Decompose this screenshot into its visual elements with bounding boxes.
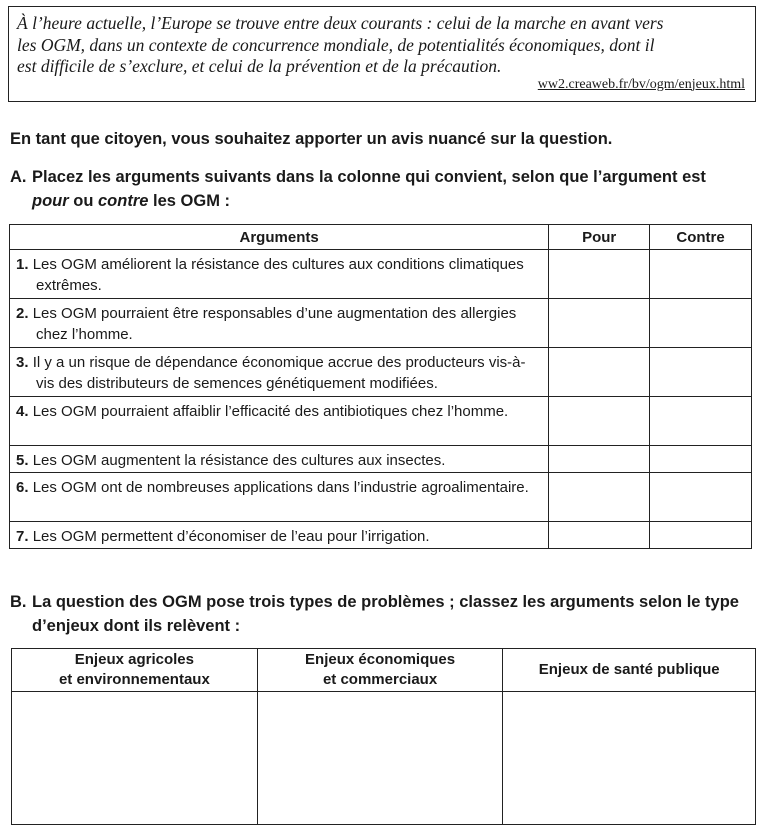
header-enjeux-economiques — [257, 649, 503, 692]
question-a-text-2: les OGM : — [148, 192, 231, 210]
table-row — [10, 446, 752, 473]
pour-cell[interactable] — [549, 473, 650, 522]
contre-cell[interactable] — [650, 348, 752, 397]
question-b-text-1: La question des OGM pose trois types de problèmes ; classez les arguments selon le type — [32, 593, 739, 611]
enjeux-table — [11, 648, 756, 825]
header-enjeux-agricoles-line-2: et environnementaux — [58, 671, 210, 688]
argument-text: Il y a un risque de dépendance économique accrue des producteurs vis-à-vis des distributeurs de semences génétiquement modifiées. — [32, 354, 526, 392]
contre-cell[interactable] — [650, 522, 752, 549]
question-a — [10, 165, 750, 213]
pour-cell[interactable] — [549, 299, 650, 348]
argument-text: Les OGM pourraient être responsables d’une augmentation des allergies chez l’homme. — [32, 305, 517, 343]
argument-number: 1. — [16, 256, 29, 273]
argument-text: Les OGM permettent d’économiser de l’eau pour l’irrigation. — [32, 528, 430, 545]
arguments-table-header — [10, 225, 752, 250]
quote-line-2: les OGM, dans un contexte de concurrence mondiale, de potentialités économiques, dont il — [17, 34, 655, 55]
quote-line-3: est difficile de s’exclure, et celui de la prévention et de la précaution. — [17, 56, 502, 76]
pour-cell[interactable] — [549, 522, 650, 549]
argument-cell — [10, 522, 549, 549]
argument-cell — [10, 397, 549, 446]
pour-cell[interactable] — [549, 250, 650, 299]
pour-cell[interactable] — [549, 348, 650, 397]
argument-cell — [10, 250, 549, 299]
enjeux-sante-cell[interactable] — [503, 692, 756, 825]
table-row — [10, 348, 752, 397]
enjeux-table-header — [12, 649, 756, 692]
header-contre: Contre — [650, 225, 752, 250]
arguments-table — [9, 224, 752, 549]
argument-number: 7. — [16, 528, 29, 545]
header-arguments: Arguments — [10, 225, 549, 250]
question-a-text-1: Placez les arguments suivants dans la colonne qui convient, selon que l’argument est — [32, 168, 706, 186]
contre-cell[interactable] — [650, 446, 752, 473]
question-a-ou: ou — [68, 192, 98, 210]
argument-cell — [10, 348, 549, 397]
header-enjeux-economiques-line-2: et commerciaux — [322, 671, 438, 688]
argument-text: Les OGM améliorent la résistance des cultures aux conditions climatiques extrêmes. — [32, 256, 524, 294]
argument-text: Les OGM ont de nombreuses applications dans l’industrie agroalimentaire. — [32, 479, 529, 496]
argument-text: Les OGM pourraient affaiblir l’efficacité des antibiotiques chez l’homme. — [32, 403, 509, 420]
header-enjeux-sante: Enjeux de santé publique — [503, 649, 756, 692]
header-enjeux-economiques-line-1: Enjeux économiques — [305, 651, 456, 668]
contre-cell[interactable] — [650, 299, 752, 348]
question-a-pour: pour — [32, 192, 69, 210]
argument-cell — [10, 473, 549, 522]
table-row — [10, 250, 752, 299]
contre-cell[interactable] — [650, 397, 752, 446]
question-b — [10, 590, 755, 638]
question-b-letter: B. — [10, 593, 27, 611]
enjeux-agricoles-cell[interactable] — [12, 692, 258, 825]
quote-source-link[interactable]: ww2.creaweb.fr/bv/ogm/enjeux.html — [537, 76, 745, 92]
argument-number: 6. — [16, 479, 29, 496]
header-enjeux-agricoles — [12, 649, 258, 692]
table-row — [10, 299, 752, 348]
enjeux-economiques-cell[interactable] — [257, 692, 503, 825]
argument-number: 4. — [16, 403, 29, 420]
pour-cell[interactable] — [549, 446, 650, 473]
table-row — [12, 692, 756, 825]
quote-box — [8, 6, 756, 102]
argument-cell — [10, 299, 549, 348]
argument-number: 5. — [16, 452, 29, 469]
table-row — [10, 397, 752, 446]
argument-cell — [10, 446, 549, 473]
argument-number: 2. — [16, 305, 29, 322]
pour-cell[interactable] — [549, 397, 650, 446]
header-pour: Pour — [549, 225, 650, 250]
argument-text: Les OGM augmentent la résistance des cultures aux insectes. — [32, 452, 446, 469]
quote-line-1: À l’heure actuelle, l’Europe se trouve entre deux courants : celui de la marche en avant vers — [17, 13, 664, 33]
question-a-contre: contre — [98, 192, 149, 210]
argument-number: 3. — [16, 354, 29, 371]
question-a-letter: A. — [10, 168, 27, 186]
intro-text: En tant que citoyen, vous souhaitez apporter un avis nuancé sur la question. — [10, 130, 613, 148]
contre-cell[interactable] — [650, 250, 752, 299]
question-b-text-2: d’enjeux dont ils relèvent : — [32, 617, 241, 635]
header-enjeux-agricoles-line-1: Enjeux agricoles — [74, 651, 194, 668]
table-row — [10, 473, 752, 522]
table-row — [10, 522, 752, 549]
contre-cell[interactable] — [650, 473, 752, 522]
